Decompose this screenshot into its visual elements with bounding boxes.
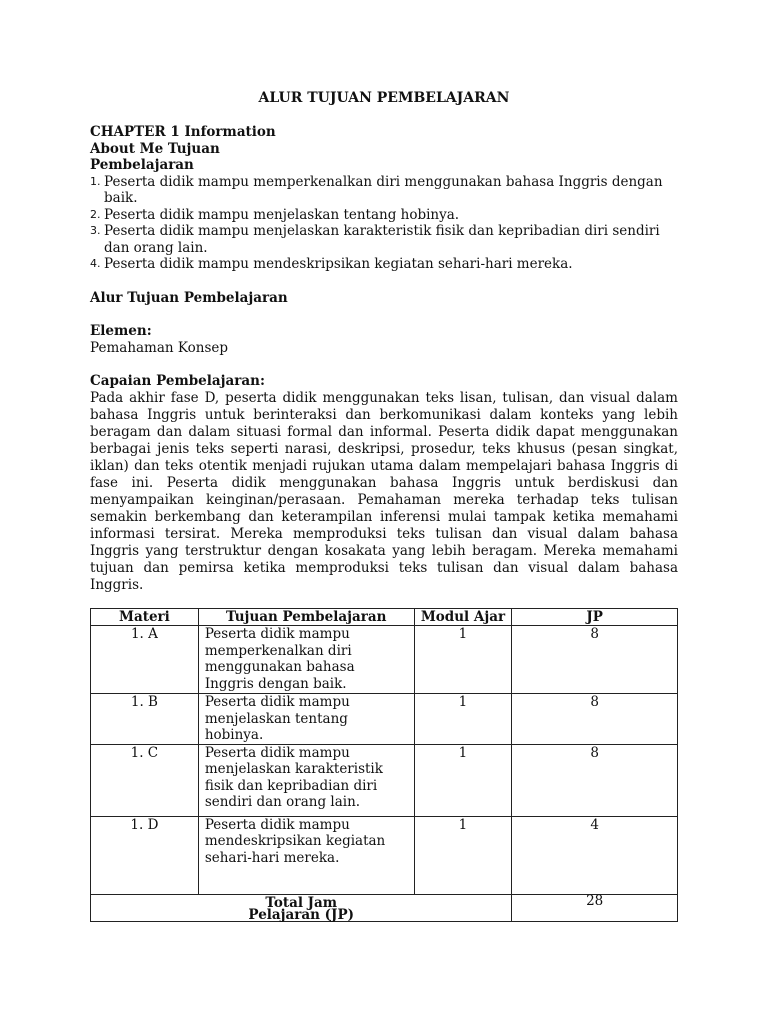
cell-jp: 4 <box>512 816 678 894</box>
cell-tujuan: Peserta didik mampu menjelaskan karakteristik fisik dan kepribadian diri sendiri dan orang lain. <box>198 744 414 816</box>
document-title: ALUR TUJUAN PEMBELAJARAN <box>258 90 510 106</box>
header-materi: Materi <box>91 608 199 626</box>
atp-heading: Alur Tujuan Pembelajaran <box>90 289 288 306</box>
capaian-heading: Capaian Pembelajaran: <box>90 373 265 389</box>
chapter-heading: CHAPTER 1 Information <box>90 124 276 140</box>
elemen-value: Pemahaman Konsep <box>90 339 228 356</box>
cell-modul: 1 <box>414 694 512 745</box>
cell-tujuan: Peserta didik mampu menjelaskan tentang hobinya. <box>198 694 414 745</box>
cell-materi: 1. D <box>91 816 199 894</box>
chapter-subheading-2: Pembelajaran <box>90 157 194 173</box>
table-row <box>91 816 678 894</box>
header-modul: Modul Ajar <box>414 608 512 626</box>
table-total-row <box>91 894 678 921</box>
learning-goals-table <box>90 608 678 922</box>
chapter-subheading: About Me Tujuan <box>90 140 220 157</box>
cell-materi: 1. A <box>91 626 199 694</box>
header-jp: JP <box>512 608 678 626</box>
cell-modul: 1 <box>414 744 512 816</box>
total-label: Total Jam Pelajaran (JP) <box>91 894 512 921</box>
cell-materi: 1. C <box>91 744 199 816</box>
table-row <box>91 626 678 694</box>
cell-modul: 1 <box>414 626 512 694</box>
list-item: 4. Peserta didik mampu mendeskripsikan kegiatan sehari-hari mereka. <box>90 256 573 272</box>
table-header-row <box>91 608 678 626</box>
cell-modul: 1 <box>414 816 512 894</box>
header-tujuan: Tujuan Pembelajaran <box>198 608 414 626</box>
table-row <box>91 694 678 745</box>
table-row <box>91 744 678 816</box>
cell-tujuan: Peserta didik mampu memperkenalkan diri menggunakan bahasa Inggris dengan baik. <box>198 626 414 694</box>
capaian-paragraph: Pada akhir fase D, peserta didik menggunakan teks lisan, tulisan, dan visual dalam bahasa Inggris untuk berinteraksi dan berkomunikasi dalam konteks yang lebih beragam dan dalam situasi formal dan informal. Peserta didik dapat menggunakan berbagai jenis teks seperti narasi, deskripsi, prosedur, teks khusus (pesan singkat, iklan) dan teks otentik menjadi rujukan utama dalam mempelajari bahasa Inggris di fase ini. Peserta didik menggunakan bahasa Inggris untuk berdiskusi dan menyampaikan keinginan/perasaan. Pemahaman mereka terhadap teks tulisan semakin berkembang dan keterampilan inferensi mulai tampak ketika memahami informasi tersirat. Mereka memproduksi teks tulisan dan visual dalam bahasa Inggris yang terstruktur dengan kosakata yang lebih beragam. Mereka memahami tujuan dan pemirsa ketika memproduksi teks tulisan dan visual dalam bahasa Inggris. <box>90 389 678 593</box>
list-item: 1. Peserta didik mampu memperkenalkan diri menggunakan bahasa Inggris dengan baik. <box>90 173 663 206</box>
total-value: 28 <box>512 894 678 921</box>
cell-jp: 8 <box>512 694 678 745</box>
cell-materi: 1. B <box>91 694 199 745</box>
cell-jp: 8 <box>512 626 678 694</box>
cell-jp: 8 <box>512 744 678 816</box>
goals-list <box>90 174 678 273</box>
list-item: 3. Peserta didik mampu menjelaskan karakteristik fisik dan kepribadian diri sendiri dan orang lain. <box>90 223 660 256</box>
list-item: 2. Peserta didik mampu menjelaskan tentang hobinya. <box>90 206 460 223</box>
cell-tujuan: Peserta didik mampu mendeskripsikan kegiatan sehari-hari mereka. <box>198 816 414 894</box>
document-page <box>90 90 678 922</box>
elemen-heading: Elemen: <box>90 323 152 339</box>
